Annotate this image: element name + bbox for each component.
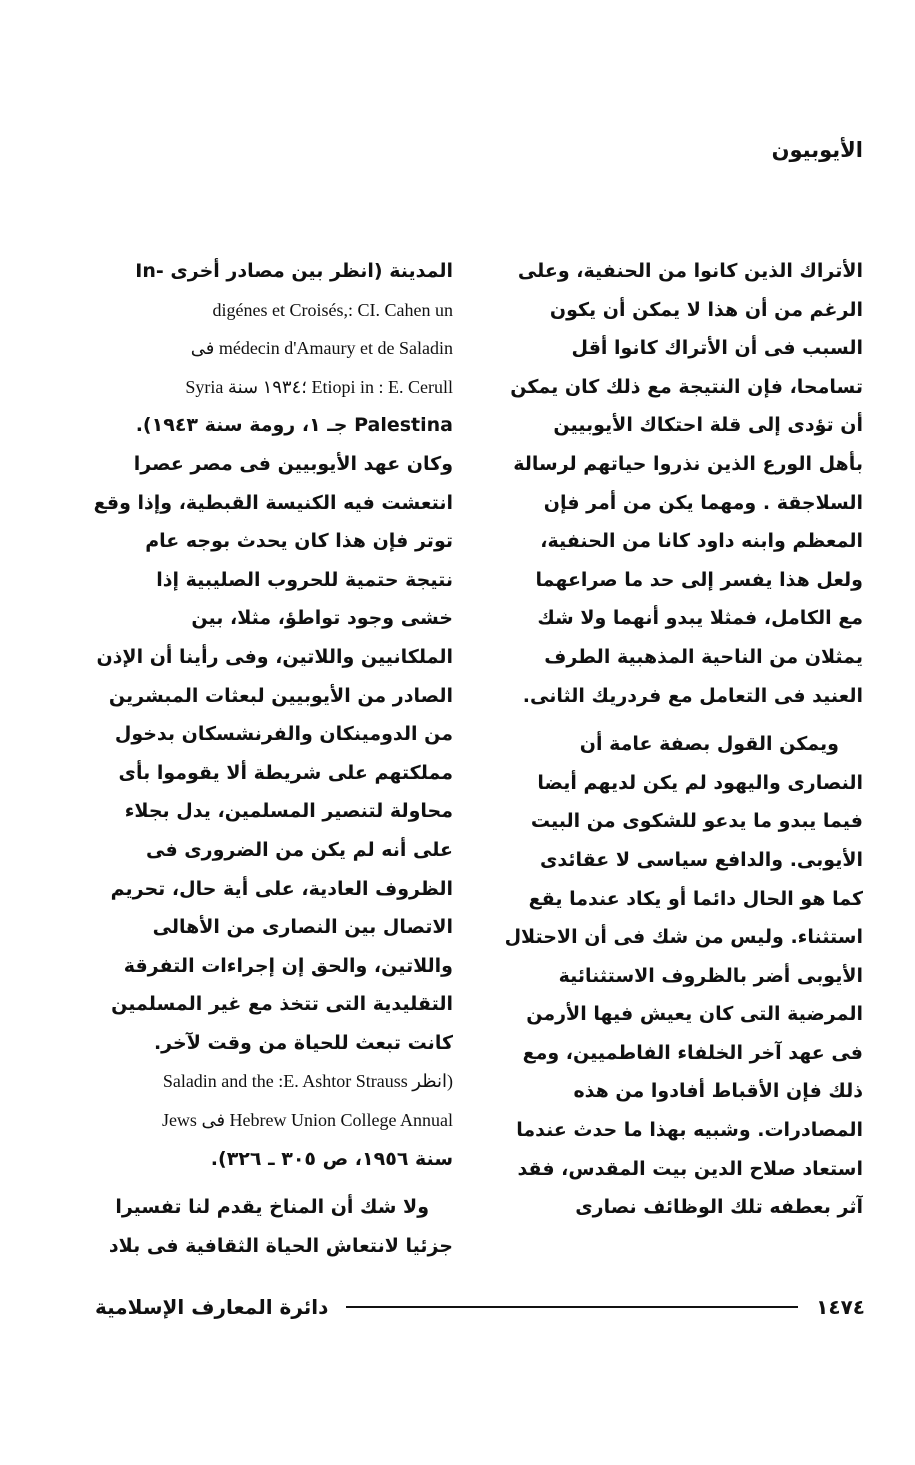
text-line: مملكتهم على شريطة ألا يقوموا بأى [118, 761, 453, 784]
text-line: المرضية التى كان يعيش فيها الأرمن [526, 1003, 863, 1026]
text-line: ويمكن القول بصفة عامة أن [579, 733, 839, 756]
text-line: Hebrew Union College Annual فى Jews [161, 1110, 453, 1131]
text-line: الصادر من الأيوبيين لبعثات المبشرين [108, 684, 453, 707]
right-column [501, 252, 863, 1227]
footer-divider [346, 1306, 798, 1308]
text-line: digénes et Croisés,: CI. Cahen un [212, 299, 453, 320]
text-line: خشى وجود تواطؤ، مثلا، بين [191, 607, 453, 630]
text-line: الأيوبى. والدافع سياسى لا عقائدى [539, 848, 863, 871]
text-line: الاتصال بين النصارى من الأهالى [152, 916, 453, 939]
text-line: آثر بعطفه تلك الوظائف نصارى [575, 1196, 863, 1219]
running-title: الأيوبيون [771, 138, 863, 162]
text-line: استثناء. وليس من شك فى أن الاحتلال [504, 926, 863, 949]
text-line: فى عهد آخر الخلفاء الفاطميين، ومع [522, 1041, 863, 1064]
left-column [91, 252, 453, 1265]
text-line: واللاتين، والحق إن إجراءات التفرقة [123, 954, 453, 977]
text-line: بأهل الورع الذين نذروا حياتهم لرسالة [513, 452, 863, 475]
text-line: على أنه لم يكن من الضرورى فى [145, 838, 453, 861]
text-line: أن تؤدى إلى قلة احتكاك الأيوبيين [553, 414, 863, 437]
text-line: النصارى واليهود لم يكن لديهم أيضا [537, 771, 863, 794]
text-line: انتعشت فيه الكنيسة القبطية، وإذا وقع [93, 491, 453, 514]
text-line: الأتراك الذين كانوا من الحنفية، وعلى [517, 260, 863, 282]
text-line: توتر فإن هذا كان يحدث بوجه عام [145, 530, 453, 553]
text-line: الرغم من أن هذا لا يمكن أن يكون [549, 298, 863, 321]
text-line: السلاجقة . ومهما يكن من أمر فإن [543, 491, 863, 514]
text-line: كانت تبعث للحياة من وقت لآخر. [153, 1031, 453, 1054]
text-line: الأيوبى أضر بالظروف الاستثنائية [558, 964, 863, 987]
text-line: التقليدية التى تتخذ مع غير المسلمين [111, 993, 453, 1016]
text-line: استعاد صلاح الدين بيت المقدس، فقد [517, 1157, 863, 1180]
text-line: (انظر Saladin and the :E. Ashtor Strauss [162, 1071, 453, 1092]
paragraph-gap [91, 1178, 453, 1188]
text-line: محاولة لتنصير المسلمين، يدل بجلاء [124, 800, 453, 823]
text-line: سنة ١٩٥٦، ص ٣٠٥ ـ ٣٢٦). [210, 1147, 453, 1170]
text-line: من الدومينكان والفرنشسكان بدخول [114, 723, 453, 746]
text-line: جزئيا لانتعاش الحياة الثقافية فى بلاد [108, 1234, 453, 1257]
text-line: المصادرات. وشبيه بهذا ما حدث عندما [516, 1119, 863, 1142]
page-footer [95, 1292, 865, 1322]
text-line: العنيد فى التعامل مع فردريك الثانى. [522, 684, 863, 707]
text-line: الملكانيين واللاتين، وفى رأينا أن الإذن [96, 645, 453, 668]
text-line: نتيجة حتمية للحروب الصليبية إذا [156, 568, 453, 591]
text-line: Palestina جـ ١، رومة سنة ١٩٤٣). [135, 414, 453, 437]
text-line: وكان عهد الأيوبيين فى مصر عصرا [133, 452, 453, 475]
text-line: الظروف العادية، على أية حال، تحريم [110, 877, 453, 900]
text-line: تسامحا، فإن النتيجة مع ذلك كان يمكن [510, 375, 863, 398]
text-line: المعظم وابنه داود كانا من الحنفية، [540, 530, 863, 553]
text-line: médecin d'Amaury et de Saladin فى [190, 338, 453, 359]
text-line: ولعل هذا يفسر إلى حد ما صراعهما [535, 568, 863, 591]
paragraph-gap [501, 715, 863, 725]
text-line: ذلك فإن الأقباط أفادوا من هذه [573, 1080, 863, 1103]
text-line: Etiopi in : E. Cerull ؛١٩٣٤ سنة Syria [185, 376, 453, 397]
publication-title: دائرة المعارف الإسلامية [95, 1295, 329, 1319]
page-number: ١٤٧٤ [816, 1295, 865, 1319]
text-line: ولا شك أن المناخ يقدم لنا تفسيرا [115, 1196, 429, 1219]
text-line: يمثلان من الناحية المذهبية الطرف [544, 645, 863, 668]
text-line: فيما يبدو ما يدعو للشكوى من البيت [530, 810, 863, 833]
text-line: كما هو الحال دائما أو يكاد عندما يقع [528, 887, 863, 910]
text-line: المدينة (انظر بين مصادر أخرى -In [135, 260, 453, 282]
text-line: مع الكامل، فمثلا يبدو أنهما ولا شك [537, 607, 863, 630]
text-line: السبب فى أن الأتراك كانوا أقل [571, 337, 863, 360]
